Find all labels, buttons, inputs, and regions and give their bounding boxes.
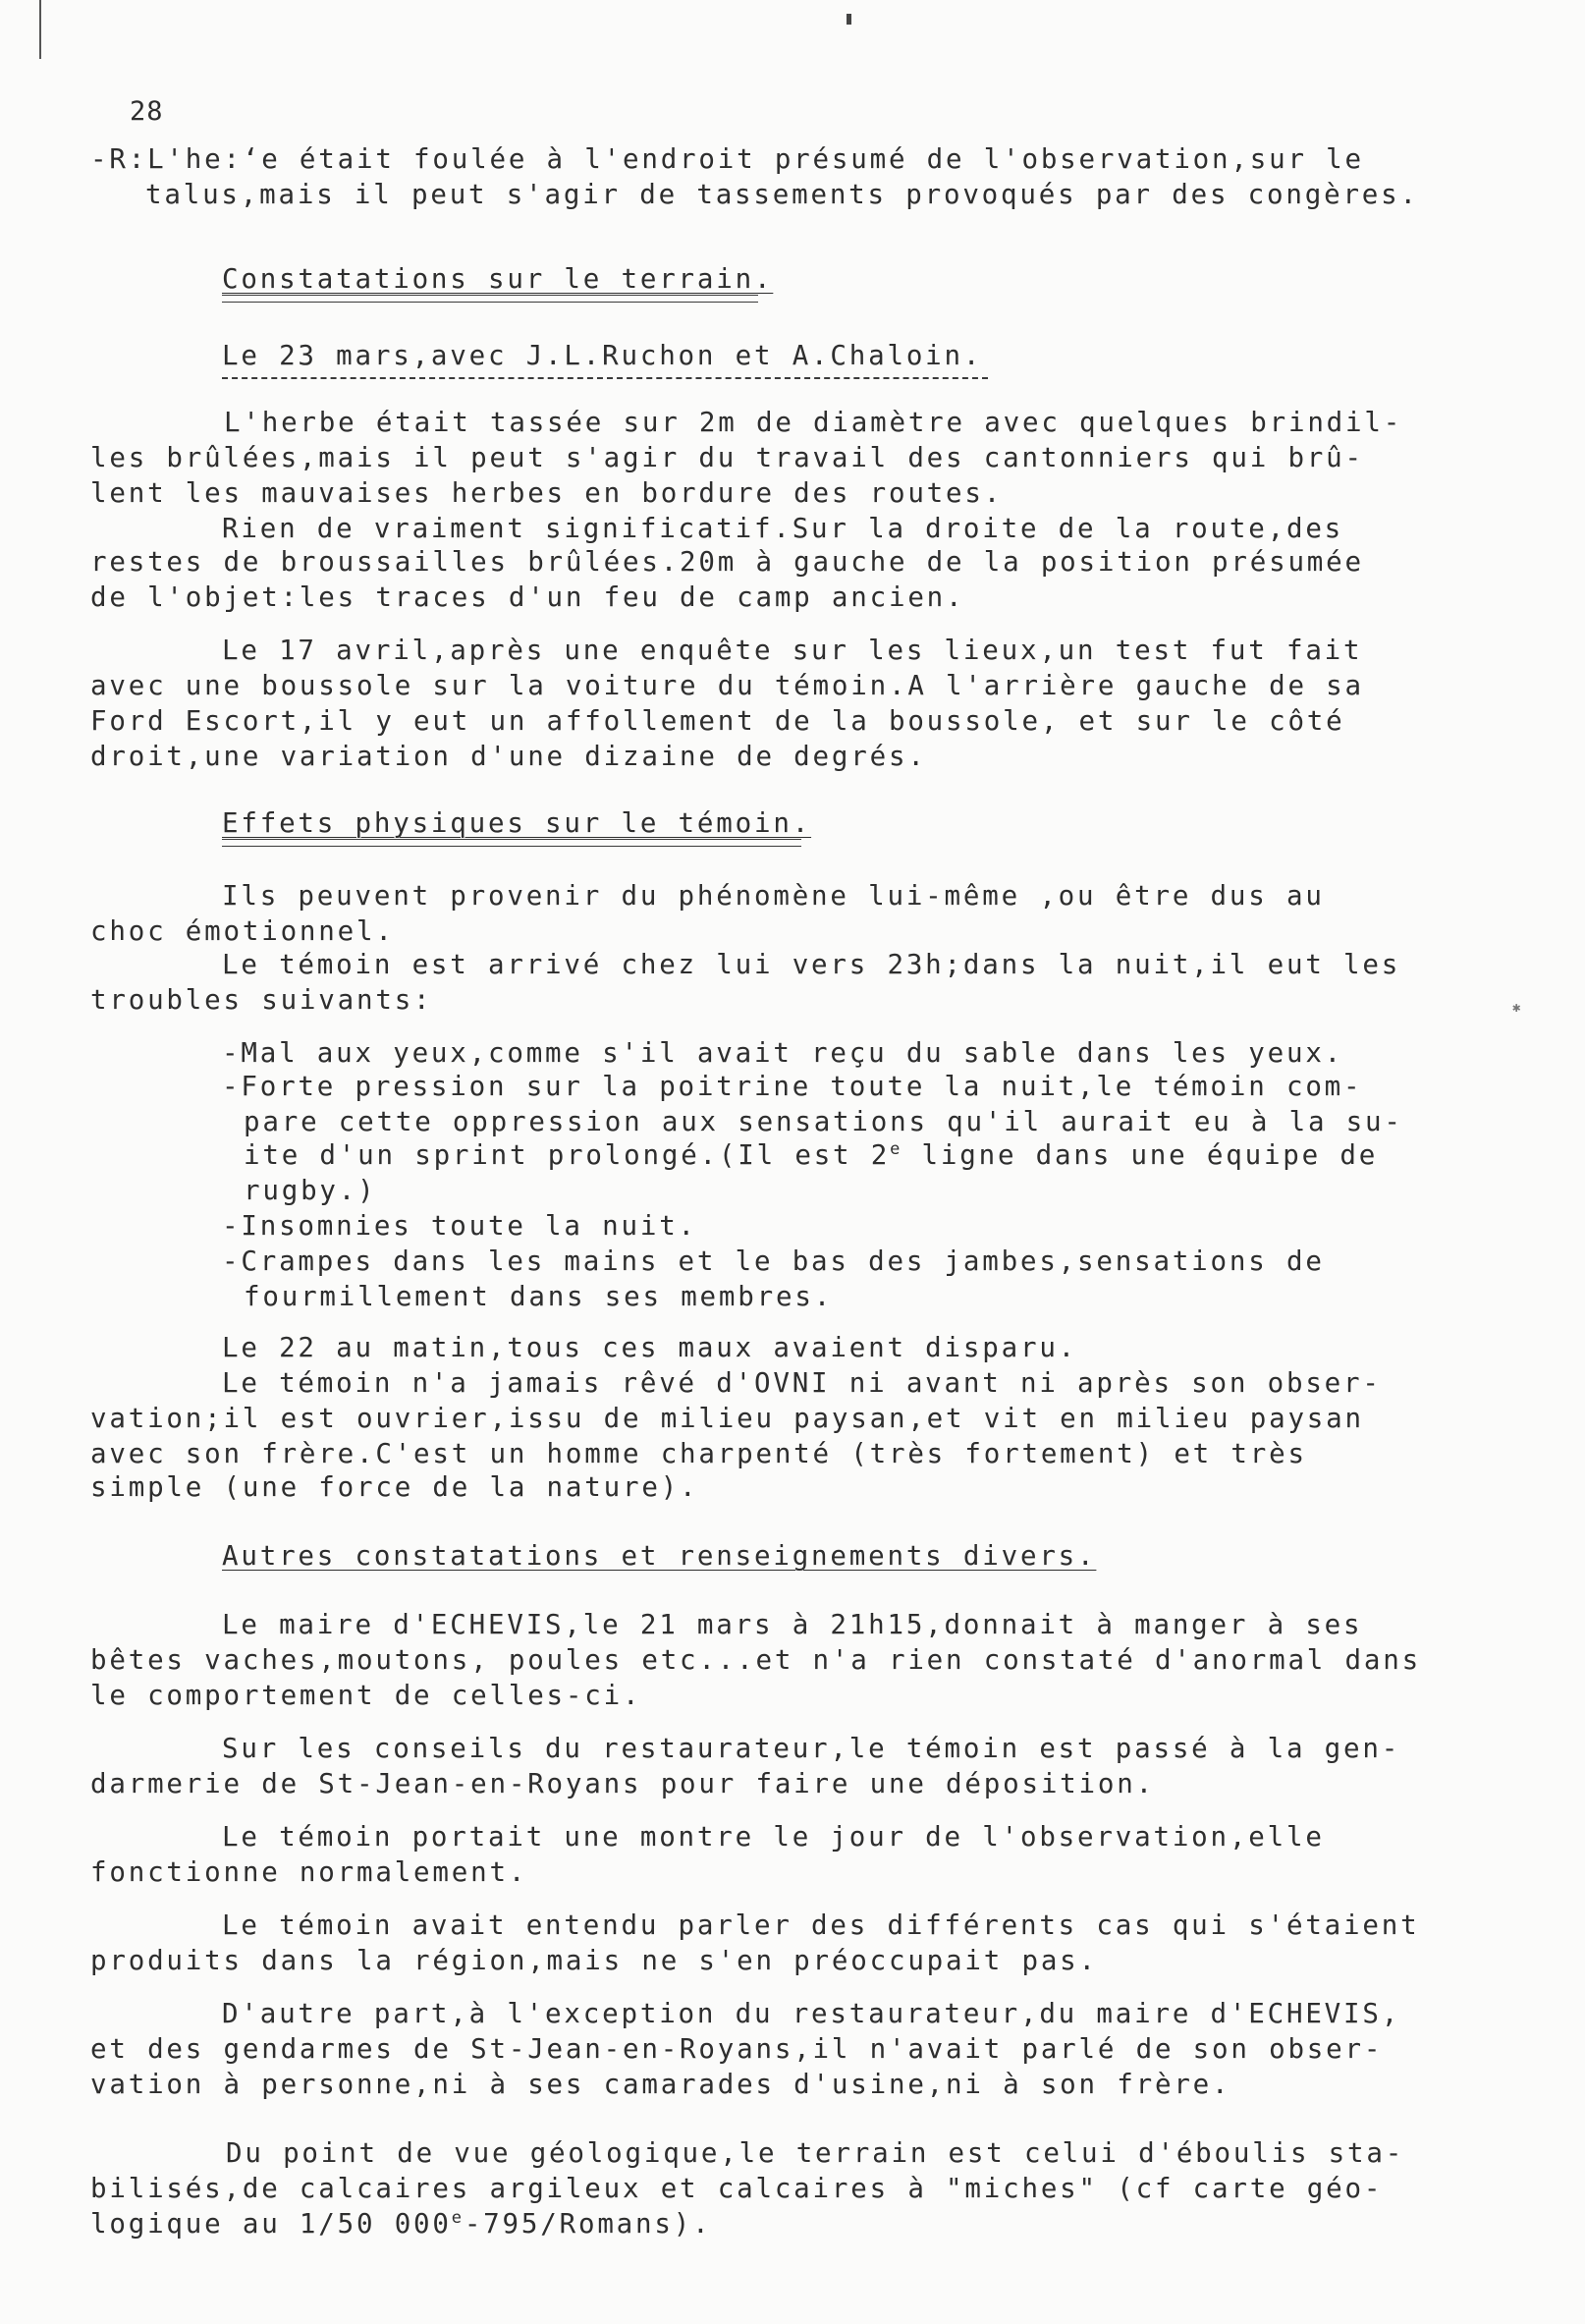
paragraph-line: darmerie de St-Jean-en-Royans pour faire une déposition. — [90, 1768, 1155, 1799]
paragraph-line: choc émotionnel. — [90, 915, 395, 947]
paragraph-line: droit,une variation d'une dizaine de degrés. — [90, 741, 927, 772]
symptom-item: -Mal aux yeux,comme s'il avait reçu du sable dans les yeux. — [222, 1037, 1344, 1069]
paragraph-line: Le 22 au matin,tous ces maux avaient disparu. — [222, 1332, 1078, 1363]
paragraph-line: Le 17 avril,après une enquête sur les lieux,un test fut fait — [222, 635, 1363, 666]
paragraph-line: Le témoin est arrivé chez lui vers 23h;dans la nuit,il eut les — [222, 949, 1401, 980]
paragraph-line: Rien de vraiment significatif.Sur la droite de la route,des — [222, 513, 1344, 544]
paragraph-line: simple (une force de la nature). — [90, 1471, 699, 1503]
paragraph-line: logique au 1/50 000e-795/Romans). — [90, 2207, 712, 2240]
dashed-underline — [222, 377, 988, 379]
page-number: 28 — [130, 96, 164, 127]
symptom-line: fourmillement dans ses membres. — [244, 1281, 834, 1312]
paragraph-line: bêtes vaches,moutons, poules etc...et n'a rien constaté d'anormal dans — [90, 1644, 1421, 1676]
section-heading-autres: Autres constatations et renseignements divers. — [222, 1540, 1097, 1572]
paragraph-line: Le témoin avait entendu parler des différents cas qui s'étaient — [222, 1909, 1420, 1941]
symptom-item: -Crampes dans les mains et le bas des jambes,sensations de — [222, 1245, 1325, 1277]
paragraph-line: restes de broussailles brûlées.20m à gauche de la position présumée — [90, 546, 1364, 578]
ordinal-superscript: e — [451, 2207, 465, 2228]
answer-line: -R:L'he:ʻe était foulée à l'endroit présumé de l'observation,sur le — [90, 143, 1364, 175]
paragraph-line: Ford Escort,il y eut un affollement de la boussole, et sur le côté — [90, 705, 1345, 737]
paragraph-line: bilisés,de calcaires argileux et calcaires à "miches" (cf carte géo- — [90, 2173, 1384, 2204]
double-underline — [222, 839, 801, 847]
symptom-line: ite d'un sprint prolongé.(Il est 2e ligne dans une équipe de — [244, 1138, 1379, 1171]
section-heading-terrain: Constatations sur le terrain. — [222, 263, 774, 295]
symptom-item: -Insomnies toute la nuit. — [222, 1210, 697, 1242]
answer-line: talus,mais il peut s'agir de tassements provoqués par des congères. — [145, 179, 1419, 210]
paragraph-line: troubles suivants: — [90, 984, 433, 1016]
paragraph-line: lent les mauvaises herbes en bordure des routes. — [90, 477, 1004, 509]
paragraph-line: avec son frère.C'est un homme charpenté (très fortement) et très — [90, 1438, 1307, 1469]
paragraph-line: Ils peuvent provenir du phénomène lui-même ,ou être dus au — [222, 880, 1325, 912]
paragraph-line: Sur les conseils du restaurateur,le témoin est passé à la gen- — [222, 1733, 1401, 1764]
binder-mark — [39, 0, 41, 59]
section-heading-effets: Effets physiques sur le témoin. — [222, 807, 812, 839]
paragraph-line: D'autre part,à l'exception du restaurateur,du maire d'ECHEVIS, — [222, 1998, 1401, 2029]
symptom-item: -Forte pression sur la poitrine toute la nuit,le témoin com- — [222, 1071, 1363, 1102]
paragraph-line: Le témoin portait une montre le jour de l'observation,elle — [222, 1821, 1325, 1853]
paragraph-line: vation;il est ouvrier,issu de milieu paysan,et vit en milieu paysan — [90, 1403, 1364, 1434]
paragraph-line: L'herbe était tassée sur 2m de diamètre avec quelques brindil- — [224, 407, 1403, 438]
paragraph-line: avec une boussole sur la voiture du témoin.A l'arrière gauche de sa — [90, 670, 1364, 701]
paragraph-line: fonctionne normalement. — [90, 1856, 528, 1888]
punch-mark — [847, 14, 851, 25]
paragraph-line: de l'objet:les traces d'un feu de camp ancien. — [90, 581, 965, 613]
paragraph-line: Le témoin n'a jamais rêvé d'OVNI ni avant ni après son obser- — [222, 1367, 1382, 1399]
paragraph-line: vation à personne,ni à ses camarades d'usine,ni à son frère. — [90, 2069, 1231, 2100]
paragraph-line: Du point de vue géologique,le terrain est celui d'éboulis sta- — [226, 2137, 1405, 2169]
symptom-line: rugby.) — [244, 1175, 377, 1206]
subheading-visit: Le 23 mars,avec J.L.Ruchon et A.Chaloin. — [222, 340, 983, 371]
symptom-line: pare cette oppression aux sensations qu'il aurait eu à la su- — [244, 1106, 1403, 1137]
paragraph-line: Le maire d'ECHEVIS,le 21 mars à 21h15,donnait à manger à ses — [222, 1609, 1363, 1640]
ordinal-superscript: e — [890, 1138, 903, 1159]
paragraph-line: produits dans la région,mais ne s'en préoccupait pas. — [90, 1945, 1098, 1976]
double-underline — [222, 295, 758, 303]
paragraph-line: les brûlées,mais il peut s'agir du travail des cantonniers qui brû- — [90, 442, 1364, 473]
paragraph-line: et des gendarmes de St-Jean-en-Royans,il n'avait parlé de son obser- — [90, 2033, 1384, 2065]
paragraph-line: le comportement de celles-ci. — [90, 1680, 642, 1711]
margin-speck: ✱ — [1512, 1000, 1521, 1016]
